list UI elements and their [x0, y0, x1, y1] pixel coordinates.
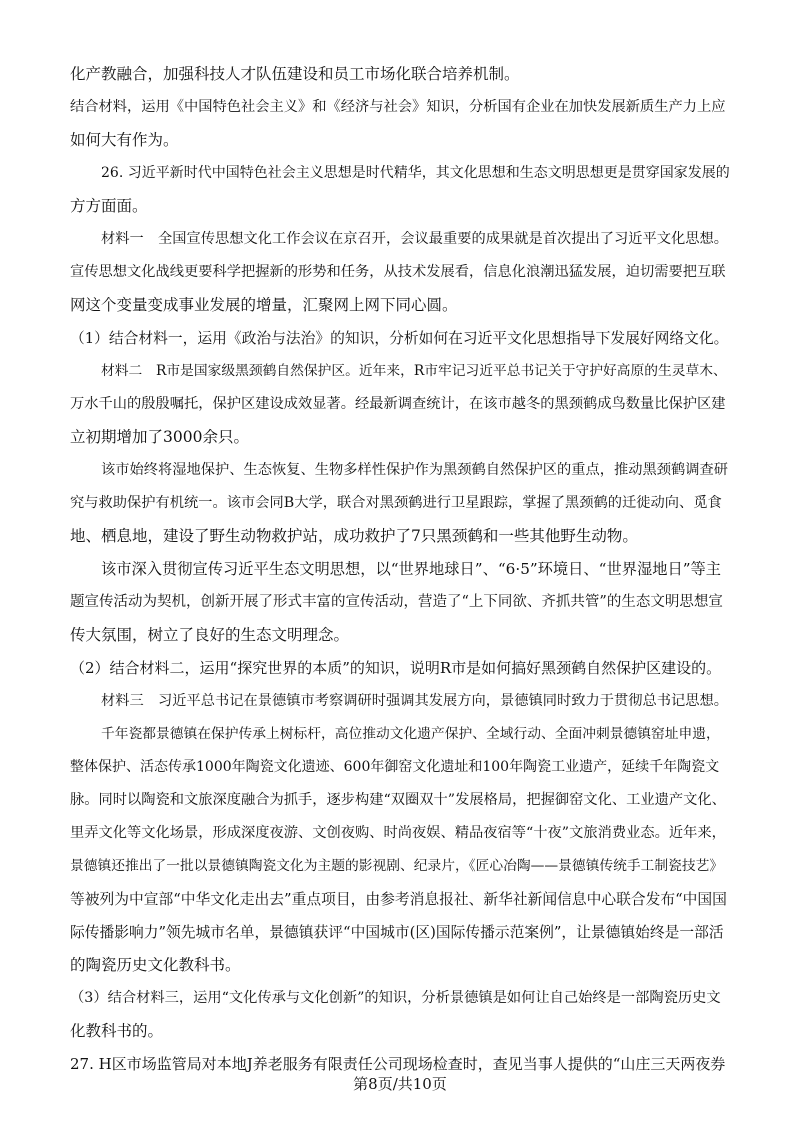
q26-intro-line: 方方面面。	[70, 197, 148, 215]
material-three-line: 千年瓷都景德镇在保护传承上树标杆，高位推动文化遗产保护、全域行动、全面冲刺景德镇窑址申遗，	[101, 726, 720, 742]
material-three-line: 际传播影响力”领先城市名单，景德镇获评“中国城市(区)国际传播示范案例”，让景德镇始终是一部活	[70, 924, 724, 941]
page-number: 第8页/共10页	[353, 1075, 447, 1093]
sub-question-3: 化教科书的。	[70, 1022, 164, 1040]
material-two-line: 万水千山的殷殷嘱托，保护区建设成效显著。经最新调查统计，在该市越冬的黑颈鹤成鸟数量比保护区建	[70, 396, 726, 412]
material-three-line: 整体保护、活态传承1000年陶瓷文化遗迹、600年御窑文化遗址和100年陶瓷工业遗产，延续千年陶瓷文	[70, 759, 720, 775]
q25-text-line: 化产教融合，加强科技人才队伍建设和员工市场化联合培养机制。	[70, 65, 520, 83]
q27-line: 27. H区市场监管局对本地J养老服务有限责任公司现场检查时，查见当事人提供的“山庄三天两夜券	[70, 1055, 726, 1073]
material-two-line: 传大氛围，树立了良好的生态文明理念。	[70, 626, 350, 644]
material-one-line: 网这个变量变成事业发展的增量，汇聚网上网下同心圆。	[70, 296, 458, 314]
material-three-line: 里弄文化等文化场景，形成深度夜游、文创夜购、时尚夜娱、精品夜宿等“十夜”文旅消费业态。近年来，	[70, 825, 726, 841]
q26-intro-line: 26. 习近平新时代中国特色社会主义思想是时代精华，其文化思想和生态文明思想更是贯穿国家发展的	[101, 165, 730, 181]
sub-question-3: （3）结合材料三，运用“文化传承与文化创新”的知识，分析景德镇是如何让自己始终是一部陶瓷历史文	[70, 990, 721, 1006]
material-two-line: 该市始终将湿地保护、生态恢复、生物多样性保护作为黑颈鹤自然保护区的重点，推动黑颈鹤调查研	[101, 462, 729, 478]
material-three-line: 脉。同时以陶瓷和文旅深度融合为抓手，逐步构建“双圈双十”发展格局，把握御窑文化、工业遗产文化、	[70, 792, 726, 808]
material-two-line: 该市深入贯彻宣传习近平生态文明思想，以“世界地球日”、“6·5”环境日、“世界湿地日”等主	[101, 560, 722, 578]
material-two-line: 材料二 R市是国家级黑颈鹤自然保护区。近年来，R市牢记习近平总书记关于守护好高原的生灵草木、	[101, 363, 727, 379]
material-three-line: 的陶瓷历史文化教科书。	[70, 956, 241, 974]
sub-question-1: （1）结合材料一，运用《政治与法治》的知识，分析如何在习近平文化思想指导下发展好网络文化。	[70, 330, 729, 347]
q25-task-line: 结合材料，运用《中国特色社会主义》和《经济与社会》知识，分析国有企业在加快发展新质生产力上应	[70, 99, 726, 115]
material-two-line: 立初期增加了3000余只。	[70, 428, 249, 446]
material-three-line: 等被列为中宣部“中华文化走出去”重点项目，由参考消息报社、新华社新闻信息中心联合发布“中国国	[70, 891, 727, 908]
material-two-line: 究与救助保护有机统一。该市会同B大学，联合对黑颈鹤进行卫星跟踪，掌握了黑颈鹤的迁徙动向、觅食	[70, 495, 722, 511]
material-three-line: 景德镇还推出了一批以景德镇陶瓷文化为主题的影视剧、纪录片，《匠心冶陶——景德镇传统手工制瓷技艺》	[70, 858, 724, 874]
material-two-line: 题宣传活动为契机，创新开展了形式丰富的宣传活动，营造了“上下同欲、齐抓共管”的生态文明思想宣	[70, 594, 723, 610]
material-one-line: 材料一 全国宣传思想文化工作会议在京召开，会议最重要的成果就是首次提出了习近平文化思想。	[101, 231, 729, 247]
q25-task-line: 如何大有作为。	[70, 131, 179, 149]
material-three-line: 材料三 习近平总书记在景德镇市考察调研时强调其发展方向，景德镇同时致力于贯彻总书记思想。	[101, 693, 729, 709]
material-two-line: 地、栖息地，建设了野生动物救护站，成功救护了7只黑颈鹤和一些其他野生动物。	[70, 527, 638, 545]
sub-question-2: （2）结合材料二，运用“探究世界的本质”的知识，说明R市是如何搞好黑颈鹤自然保护区建设的。	[70, 659, 722, 677]
material-one-line: 宣传思想文化战线更要科学把握新的形势和任务，从技术发展看，信息化浪潮迅猛发展，迫切需要把互联	[70, 264, 726, 280]
